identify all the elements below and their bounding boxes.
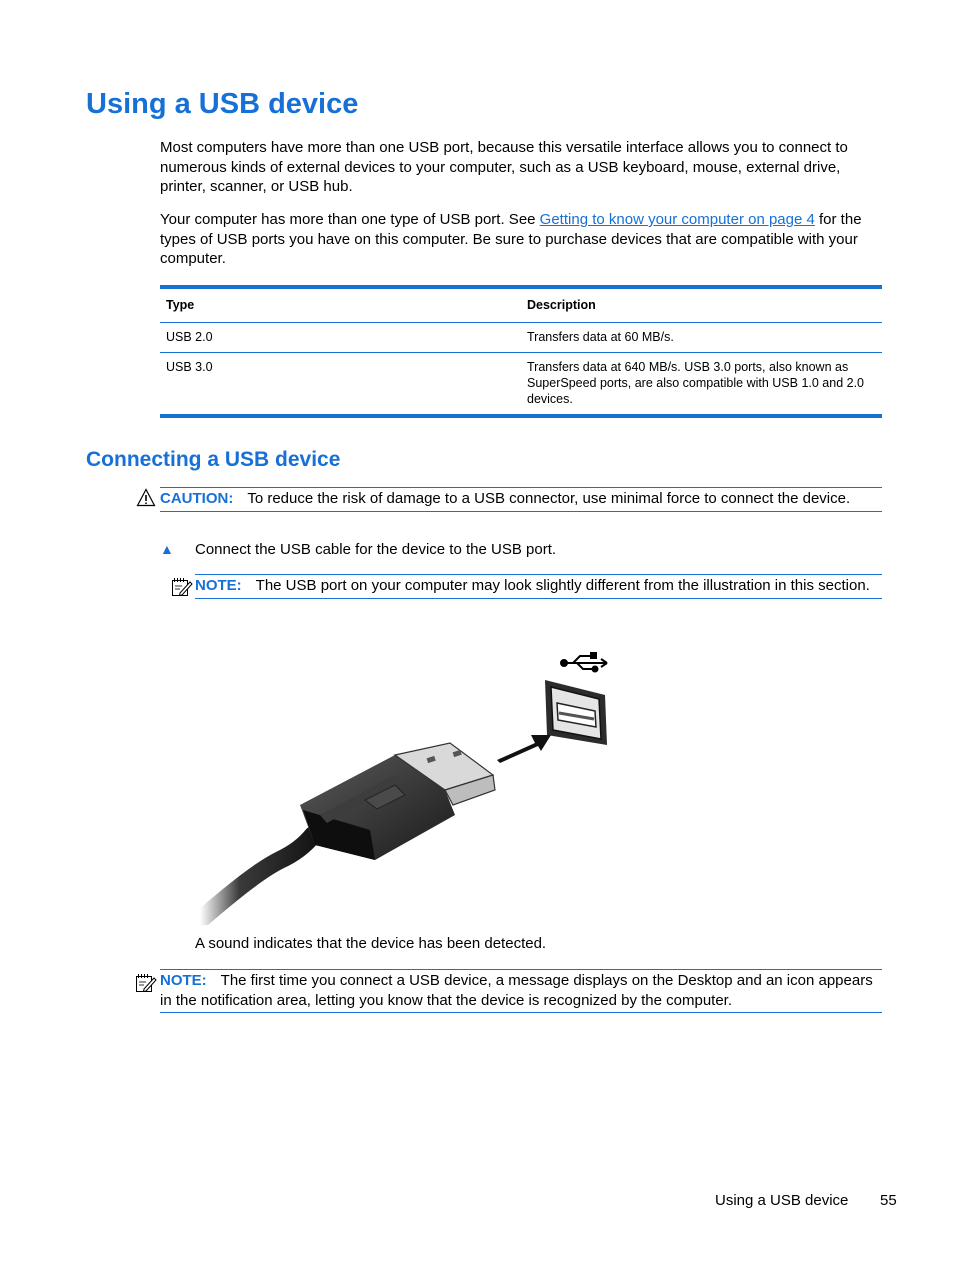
note-notice-2 bbox=[160, 969, 882, 1013]
usb-types-table bbox=[160, 285, 882, 418]
step-item bbox=[160, 540, 556, 560]
table-row bbox=[160, 353, 882, 414]
table-cell-type: USB 2.0 bbox=[166, 330, 213, 344]
usb-symbol-icon bbox=[561, 653, 607, 672]
note-icon bbox=[135, 972, 157, 994]
usb-plug bbox=[300, 743, 495, 860]
page-number: 55 bbox=[880, 1192, 897, 1209]
intro-paragraph-2 bbox=[160, 210, 882, 269]
page-reference-link[interactable]: Getting to know your computer on page 4 bbox=[539, 211, 815, 228]
caution-text: To reduce the risk of damage to a USB connector, use minimal force to connect the device. bbox=[247, 490, 851, 507]
note-label: NOTE: bbox=[195, 577, 242, 594]
footer-section-name: Using a USB device bbox=[715, 1192, 849, 1209]
table-header-type: Type bbox=[166, 298, 195, 312]
caution-label: CAUTION: bbox=[160, 490, 234, 507]
intro-paragraph-1: Most computers have more than one USB port, because this versatile interface allows you to connect to numerous kinds of external devices to your computer, such as a USB keyboard, mouse, external drive, printer, scanner, or USB hub. bbox=[160, 139, 848, 195]
note-notice-1 bbox=[195, 574, 882, 599]
triangle-bullet-icon: ▲ bbox=[160, 541, 174, 557]
note-text: The first time you connect a USB device, a message displays on the Desktop and an icon appears in the notification area, letting you know that the device is recognized by the computer. bbox=[160, 972, 873, 1009]
table-row bbox=[160, 323, 882, 353]
table-cell-type: USB 3.0 bbox=[166, 360, 213, 374]
warning-icon bbox=[136, 488, 156, 507]
detection-sentence: A sound indicates that the device has been detected. bbox=[195, 935, 547, 952]
table-header-description: Description bbox=[527, 298, 596, 312]
insert-arrow-icon bbox=[497, 735, 551, 763]
section-title: Connecting a USB device bbox=[86, 448, 341, 471]
step-text: Connect the USB cable for the device to the USB port. bbox=[195, 541, 557, 558]
usb-connection-illustration bbox=[195, 645, 625, 925]
table-cell-description: Transfers data at 640 MB/s. USB 3.0 ports, also known as SuperSpeed ports, are also compatible with USB 1.0 and 2.0 devices. bbox=[527, 360, 865, 406]
intro-paragraph-2-start: Your computer has more than one type of USB port. See bbox=[160, 211, 540, 228]
caution-notice bbox=[160, 487, 882, 512]
note-label: NOTE: bbox=[160, 972, 207, 989]
table-header-row bbox=[160, 289, 882, 323]
table-cell-description: Transfers data at 60 MB/s. bbox=[527, 330, 674, 344]
page-title: Using a USB device bbox=[86, 88, 359, 120]
note-text: The USB port on your computer may look slightly different from the illustration in this section. bbox=[255, 577, 870, 594]
intro-paragraph-2-end: for the types of USB ports you have on this computer. Be sure to purchase devices that are compatible with your computer. bbox=[160, 211, 862, 267]
note-icon bbox=[171, 576, 193, 598]
usb-port bbox=[545, 680, 607, 745]
